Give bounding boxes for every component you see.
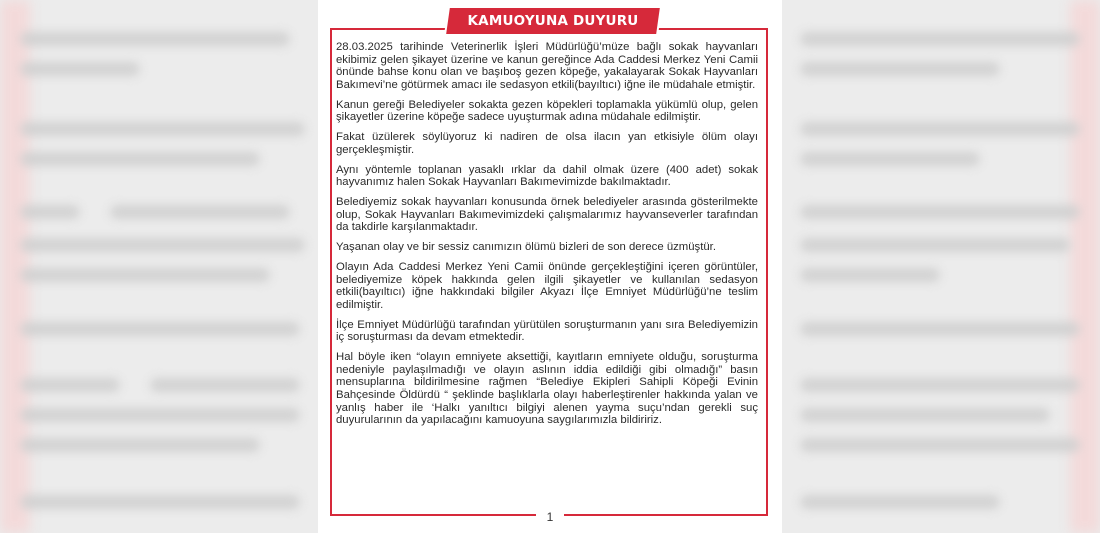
blurred-text-line [20,122,305,136]
paragraph: Yaşanan olay ve bir sessiz canımızın ölümü bizleri de son derece üzmüştür. [336,241,716,254]
blurred-text-line [20,32,290,46]
paragraph: Belediyemiz sokak hayvanları konusunda örnek belediyeler arasında gösterilmekte olup, Sokak Hayvanları Bakımevimizdeki çalışmalarımız hayvanseverler tarafından da takdirle karşılanmaktadır. [336,196,758,234]
page-number: 1 [536,509,564,525]
blurred-text-line [800,378,1080,392]
blurred-text-line [20,62,140,76]
blurred-text-line [150,378,300,392]
blurred-edge-left [0,0,30,533]
blurred-text-line [20,438,260,452]
blurred-text-line [20,238,305,252]
blurred-text-line [20,205,80,219]
announcement-body [336,41,758,434]
blurred-text-line [800,62,1000,76]
paragraph: Kanun gereği Belediyeler sokakta gezen köpekleri toplamakla yükümlü olup, gelen şikayetler üzerine köpeğe sadece uyuşturmak adına müdahale edilmiştir. [336,98,758,124]
blurred-text-line [800,268,940,282]
paragraph: Aynı yöntemle toplanan yasaklı ırklar da dahil olmak üzere (400 adet) sokak hayvanımız halen Sokak Hayvanları Bakımevimizde bakılmaktadır. [336,163,758,189]
blurred-text-line [20,408,300,422]
paragraph: 28.03.2025 tarihinde Veterinerlik İşleri Müdürlüğü’müze bağlı sokak hayvanları ekibimiz gelen şikayet üzerine ve kanun gereğince Ada Caddesi Merkez Yeni Camii önünde bahse konu olan ve başıboş gezen köpeğe, yakalayarak Sokak Hayvanları Bakımevi’ne götürmek amacı ile sedasyon etkili(bayıltıcı) iğne ile müdahale etmiştir. [336,41,758,91]
blurred-text-line [800,238,1070,252]
blurred-text-line [800,152,980,166]
paragraph: Fakat üzülerek söylüyoruz ki nadiren de olsa ilacın yan etkisiyle ölüm olayı gerçekleşmiştir. [336,131,758,156]
announcement-title: KAMUOYUNA DUYURU [467,13,639,29]
blurred-text-line [800,408,1050,422]
blurred-background-left [0,0,318,533]
blurred-text-line [20,495,300,509]
blurred-text-line [800,122,1080,136]
paragraph: Olayın Ada Caddesi Merkez Yeni Camii önünde gerçekleştiğini içeren görüntüler, belediyemize köpek hakkında gelen ilgili şikayetler ve kullanılan sedasyon etkili(bayıltıcı) iğne hakkındaki bilgiler Akyazı İlçe Emniyet Müdürlüğü’ne teslim edilmiştir. [336,261,758,311]
paragraph: Hal böyle iken “olayın emniyete aksettiği, kayıtların emniyete olduğu, soruşturma nedeniyle paylaşılmadığı ve olayın aslının iddia edildiği gibi olmadığı” basın mensuplarına bildirilmesine rağmen “Belediye Ekipleri Sahipli Köpeği Evinin Bahçesinde Öldürdü “ şeklinde başlıklarla olayı haberleştirenler hakkında yalan ve yanlış haber ile ‘Halkı yanıltıcı bilgiyi alenen yayma suçu’ndan gerekli suç duyurularının da yapılacağını kamuoyuna saygılarımızla bildiririz. [336,351,758,427]
paragraph: İlçe Emniyet Müdürlüğü tarafından yürütülen soruşturmanın yanı sıra Belediyemizin iç soruşturması da devam etmektedir. [336,318,758,344]
blurred-text-line [800,32,1080,46]
blurred-text-line [800,322,1080,336]
blurred-text-line [20,378,120,392]
announcement-page [318,0,782,533]
blurred-edge-right [1070,0,1100,533]
blurred-text-line [20,322,300,336]
blurred-text-line [20,152,260,166]
blurred-text-line [800,495,1000,509]
blurred-text-line [800,205,1080,219]
blurred-text-line [20,268,270,282]
blurred-background-right [782,0,1100,533]
blurred-text-line [110,205,290,219]
blurred-text-line [800,438,1080,452]
